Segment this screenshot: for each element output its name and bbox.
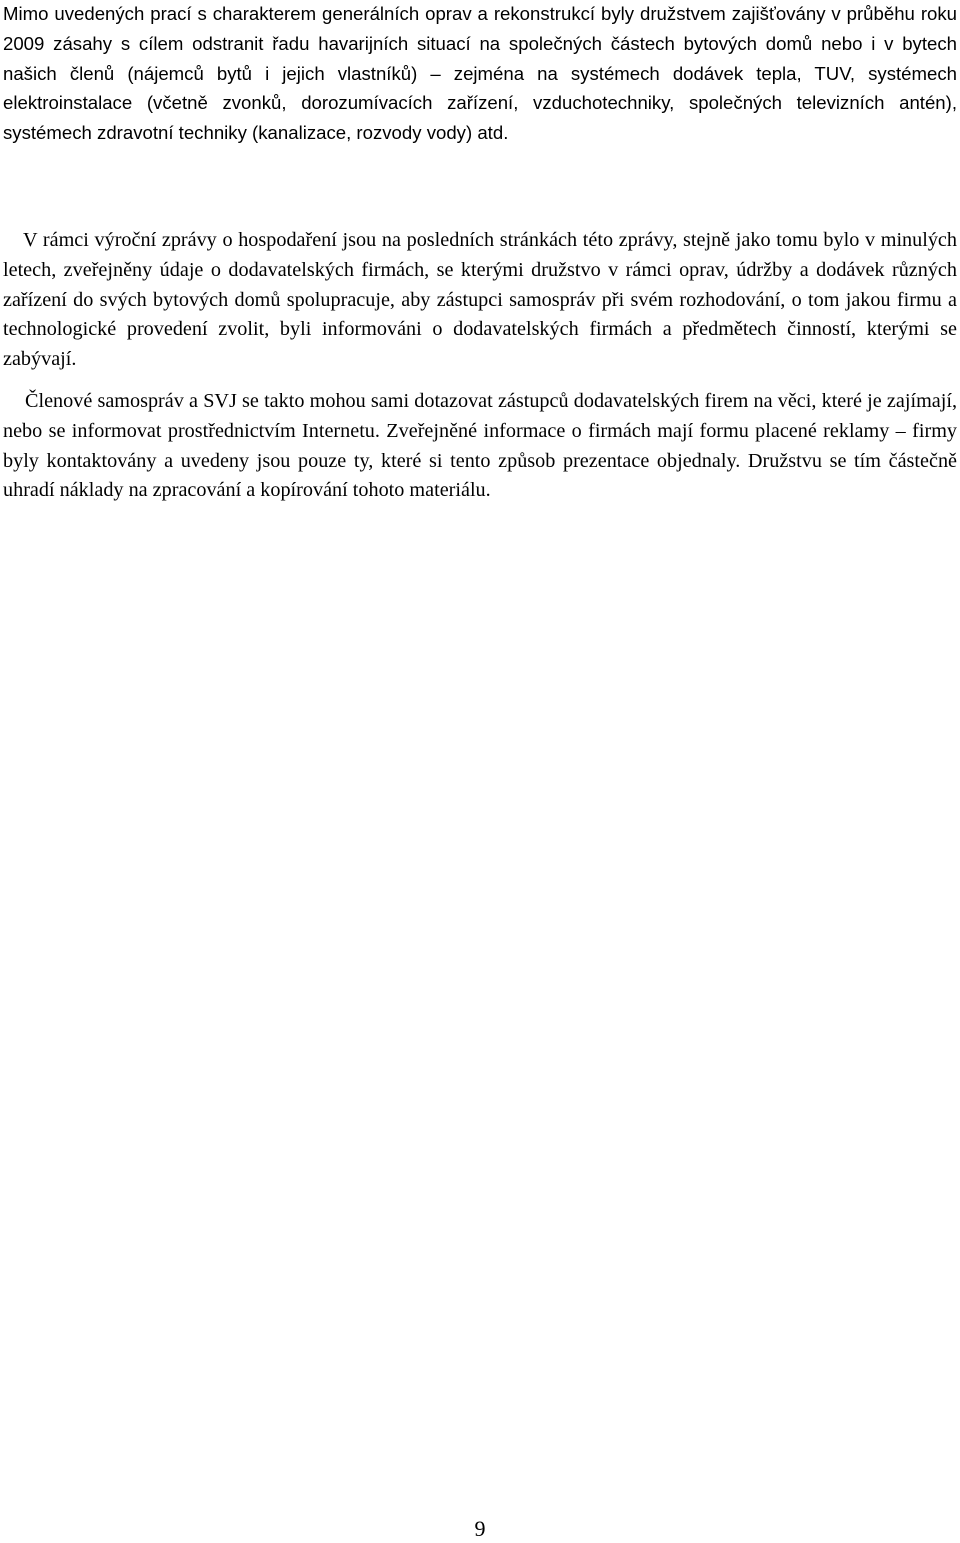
paragraph-annual-report: V rámci výroční zprávy o hospodaření jsou na posledních stránkách této zprávy, stejně jako tomu bylo v minulých letech, zveřejněny údaje o dodavatelských firmách, se kterými družstvo v rámci oprav, údržby a dodávek různých zařízení do svých bytových domů spolupracuje, aby zástupci samospráv při svém rozhodování, o tom jakou firmu a technologické provedení zvolit, byli informováni o dodavatelských firmách a předmětech činností, kterými se zabývají. [3,229,957,371]
paragraph-repairs: Mimo uvedených prací s charakterem generálních oprav a rekonstrukcí byly družstvem zajišťovány v průběhu roku 2009 zásahy s cílem odstranit řadu havarijních situací na společných částech bytových domů nebo i v bytech našich členů (nájemců bytů i jejich vlastníků) – zejména na systémech dodávek tepla, TUV, systémech elektroinstalace (včetně zvonků, dorozumívacích zařízení, vzduchotechniky, společných televizních antén), systémech zdravotní techniky (kanalizace, rozvody vody) atd. [3,3,957,144]
page-number: 9 [474,1516,486,1541]
paragraph-members: Členové samospráv a SVJ se takto mohou sami dotazovat zástupců dodavatelských firem na věci, které je zajímají, nebo se informovat prostřednictvím Internetu. Zveřejněné informace o firmách mají formu placené reklamy – firmy byly kontaktovány a uvedeny jsou pouze ty, které si tento způsob prezentace objednaly. Družstvu se tím částečně uhradí náklady na zpracování a kopírování tohoto materiálu. [3,390,957,502]
